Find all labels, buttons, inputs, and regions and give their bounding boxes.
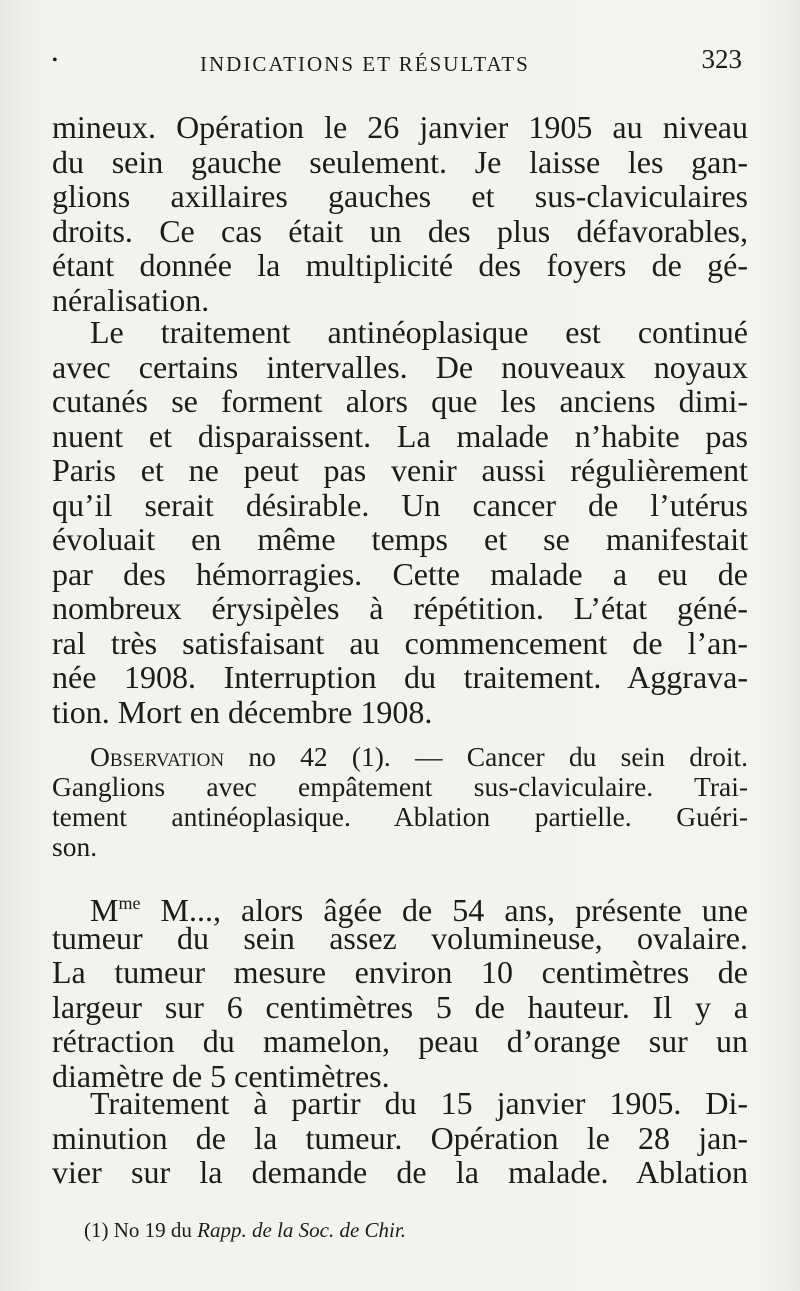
title-abbr: M <box>90 892 119 928</box>
text-line: minution de la tumeur. Opération le 28 jan- <box>52 1119 748 1156</box>
observation-text: Cancer du sein droit. <box>466 741 749 772</box>
text-line: néralisation. <box>52 281 210 318</box>
text-line: née 1908. Interruption du traitement. Aggrava- <box>52 659 748 695</box>
text-line: droits. Ce cas était un des plus défavorables, <box>52 212 748 249</box>
paragraph-4 <box>52 1086 748 1190</box>
footnote <box>84 1218 406 1243</box>
text-line: évoluait en même temps et se manifestait <box>52 521 748 557</box>
first-line-text: M..., alors âgée de 54 ans, présente une <box>140 892 748 928</box>
text-line: nuent et disparaissent. La malade n’habite pas <box>52 417 748 454</box>
text-line: La tumeur mesure environ 10 centimètres de <box>52 954 748 990</box>
text-line: tion. Mort en décembre 1908. <box>52 693 433 730</box>
text-line: nombreux érysipèles à répétition. L’état géné- <box>52 590 748 626</box>
paragraph-3 <box>52 886 748 1093</box>
text-line: tement antinéoplasique. Ablation partielle. Guéri- <box>52 801 748 832</box>
observation-label: Observation <box>90 741 225 772</box>
observation-first-line <box>52 742 748 772</box>
text-line: tumeur du sein assez volumineuse, ovalaire. <box>52 919 748 956</box>
text-line: ral très satisfaisant au commencement de l’an- <box>52 624 748 661</box>
text-line: par des hémorragies. Cette malade a eu de <box>52 555 748 592</box>
text-line: qu’il serait désirable. Un cancer de l’utérus <box>52 486 748 523</box>
text-line: cutanés se forment alors que les anciens dimi- <box>52 383 748 419</box>
text-line: Le traitement antinéoplasique est continué <box>90 314 748 350</box>
text-line: Paris et ne peut pas venir aussi régulièrement <box>52 452 748 488</box>
title-sup: me <box>118 893 141 913</box>
observation-heading <box>52 742 748 862</box>
text-line: Traitement à partir du 15 janvier 1905. Di- <box>90 1085 748 1121</box>
text-line: vier sur la demande de la malade. Ablation <box>52 1154 748 1190</box>
paragraph-2 <box>52 315 748 729</box>
text-line: avec certains intervalles. De nouveaux noyaux <box>52 348 748 385</box>
text-line: son. <box>52 831 98 862</box>
text-line: glions axillaires gauches et sus-claviculaires <box>52 178 748 214</box>
text-line: Ganglions avec empâtement sus-claviculaire. Trai- <box>52 771 748 802</box>
text-line: du sein gauche seulement. Je laisse les gan- <box>52 143 748 180</box>
footnote-source: Rapp. de la Soc. de Chir. <box>197 1218 406 1242</box>
text-line: étant donnée la multiplicité des foyers de gé- <box>52 247 748 283</box>
text-line: largeur sur 6 centimètres 5 de hauteur. Il y a <box>52 988 748 1025</box>
footnote-marker: (1) <box>84 1218 109 1242</box>
footnote-prefix: No 19 du <box>113 1218 192 1242</box>
text-line: rétraction du mamelon, peau d’orange sur un <box>52 1023 748 1059</box>
running-title: INDICATIONS ET RÉSULTATS <box>200 52 530 76</box>
paragraph-1 <box>52 110 748 317</box>
page-number: 323 <box>701 44 742 74</box>
running-header <box>52 44 752 84</box>
observation-number: no 42 (1). — <box>248 741 443 772</box>
text-line: mineux. Opération le 26 janvier 1905 au niveau <box>52 109 748 145</box>
header-bullet: • <box>52 52 58 69</box>
text-line <box>52 886 748 928</box>
text-line: diamètre de 5 centimètres. <box>52 1057 390 1094</box>
